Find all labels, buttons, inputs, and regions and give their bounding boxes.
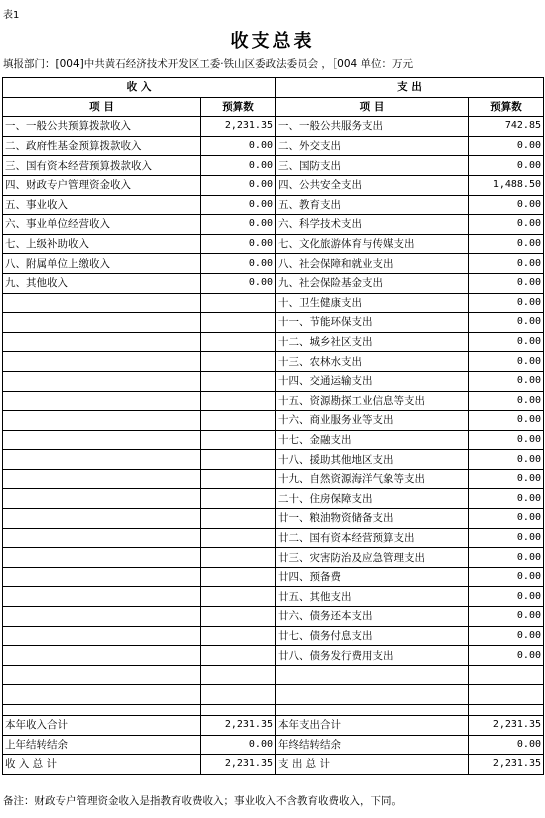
table-row bbox=[3, 215, 544, 235]
section-header-row bbox=[3, 78, 544, 98]
expense-item-cell: 廿六、债务还本支出 bbox=[276, 607, 469, 627]
expense-item-cell: 廿五、其他支出 bbox=[276, 587, 469, 607]
income-budget-cell bbox=[201, 313, 276, 333]
expense-budget-cell: 0.00 bbox=[469, 626, 544, 646]
table-row bbox=[3, 136, 544, 156]
expense-item-cell: 十、卫生健康支出 bbox=[276, 293, 469, 313]
income-budget-cell: 2,231.35 bbox=[201, 755, 276, 775]
expense-budget-cell: 2,231.35 bbox=[469, 755, 544, 775]
income-budget-cell: 2,231.35 bbox=[201, 716, 276, 736]
expense-item-cell: 三、国防支出 bbox=[276, 156, 469, 176]
empty-cell bbox=[469, 705, 544, 716]
expense-item-cell: 支 出 总 计 bbox=[276, 755, 469, 775]
income-budget-cell: 0.00 bbox=[201, 215, 276, 235]
income-item-cell: 一、一般公共预算拨款收入 bbox=[3, 117, 201, 137]
expense-budget-cell: 742.85 bbox=[469, 117, 544, 137]
expense-item-cell: 十四、交通运输支出 bbox=[276, 371, 469, 391]
reporting-unit-line: 填报部门：[004]中共黄石经济技术开发区工委·铁山区委政法委员会 ，［004 单位：万元 bbox=[3, 58, 414, 70]
income-item-cell bbox=[3, 391, 201, 411]
income-budget-cell bbox=[201, 646, 276, 666]
expense-item-cell: 二、外交支出 bbox=[276, 136, 469, 156]
table-row bbox=[3, 665, 544, 685]
expense-budget-cell: 0.00 bbox=[469, 371, 544, 391]
expense-budget-cell: 0.00 bbox=[469, 254, 544, 274]
expense-budget-cell: 0.00 bbox=[469, 234, 544, 254]
income-item-cell bbox=[3, 665, 201, 685]
income-item-cell bbox=[3, 450, 201, 470]
table-row bbox=[3, 587, 544, 607]
expense-budget-cell bbox=[469, 685, 544, 705]
expense-budget-cell: 0.00 bbox=[469, 646, 544, 666]
expense-budget-cell: 1,488.50 bbox=[469, 175, 544, 195]
expense-budget-cell: 0.00 bbox=[469, 567, 544, 587]
expense-budget-cell: 0.00 bbox=[469, 411, 544, 431]
income-item-cell bbox=[3, 528, 201, 548]
expense-item-cell: 廿一、粮油物资储备支出 bbox=[276, 509, 469, 529]
income-budget-cell: 0.00 bbox=[201, 735, 276, 755]
table-row bbox=[3, 646, 544, 666]
empty-cell bbox=[3, 705, 201, 716]
income-budget-cell bbox=[201, 528, 276, 548]
income-budget-cell bbox=[201, 469, 276, 489]
expense-item-cell: 九、社会保险基金支出 bbox=[276, 273, 469, 293]
expense-item-cell: 十八、援助其他地区支出 bbox=[276, 450, 469, 470]
expense-item-cell: 十二、城乡社区支出 bbox=[276, 332, 469, 352]
table-row bbox=[3, 685, 544, 705]
table-row bbox=[3, 234, 544, 254]
empty-cell bbox=[276, 705, 469, 716]
income-item-cell bbox=[3, 607, 201, 627]
income-budget-cell bbox=[201, 665, 276, 685]
income-item-cell: 本年收入合计 bbox=[3, 716, 201, 736]
table-row bbox=[3, 489, 544, 509]
expense-item-cell: 十五、资源勘探工业信息等支出 bbox=[276, 391, 469, 411]
income-item-cell: 上年结转结余 bbox=[3, 735, 201, 755]
table-row bbox=[3, 293, 544, 313]
expense-budget-cell: 0.00 bbox=[469, 587, 544, 607]
income-budget-cell: 0.00 bbox=[201, 254, 276, 274]
income-budget-cell bbox=[201, 509, 276, 529]
expense-item-cell bbox=[276, 665, 469, 685]
table-row bbox=[3, 352, 544, 372]
footnote: 备注：财政专户管理资金收入是指教育收费收入；事业收入不含教育收费收入，下同。 bbox=[3, 795, 402, 807]
expense-budget-cell: 0.00 bbox=[469, 215, 544, 235]
spacer-row bbox=[3, 705, 544, 716]
total-row bbox=[3, 735, 544, 755]
expense-item-cell: 六、科学技术支出 bbox=[276, 215, 469, 235]
income-budget-cell: 0.00 bbox=[201, 156, 276, 176]
expense-item-cell: 八、社会保障和就业支出 bbox=[276, 254, 469, 274]
expense-item-cell bbox=[276, 685, 469, 705]
income-item-cell: 七、上级补助收入 bbox=[3, 234, 201, 254]
income-item-cell: 四、财政专户管理资金收入 bbox=[3, 175, 201, 195]
income-item-cell: 收 入 总 计 bbox=[3, 755, 201, 775]
income-item-cell bbox=[3, 489, 201, 509]
income-item-cell bbox=[3, 509, 201, 529]
income-item-cell bbox=[3, 685, 201, 705]
income-budget-header: 预算数 bbox=[201, 97, 276, 117]
income-budget-cell: 0.00 bbox=[201, 195, 276, 215]
expense-budget-cell: 0.00 bbox=[469, 469, 544, 489]
income-budget-cell bbox=[201, 371, 276, 391]
expense-item-cell: 二十、住房保障支出 bbox=[276, 489, 469, 509]
table-row bbox=[3, 371, 544, 391]
table-row bbox=[3, 254, 544, 274]
expense-item-cell: 四、公共安全支出 bbox=[276, 175, 469, 195]
expense-item-cell: 廿四、预备费 bbox=[276, 567, 469, 587]
table-tag: 表1 bbox=[3, 10, 20, 21]
income-item-cell bbox=[3, 646, 201, 666]
table-row bbox=[3, 450, 544, 470]
column-header-row bbox=[3, 97, 544, 117]
income-budget-cell: 0.00 bbox=[201, 136, 276, 156]
expense-budget-cell: 2,231.35 bbox=[469, 716, 544, 736]
table-row bbox=[3, 313, 544, 333]
income-item-cell bbox=[3, 430, 201, 450]
budget-table bbox=[2, 77, 544, 775]
income-item-cell: 五、事业收入 bbox=[3, 195, 201, 215]
income-item-cell bbox=[3, 567, 201, 587]
expense-item-cell: 十七、金融支出 bbox=[276, 430, 469, 450]
expense-budget-cell: 0.00 bbox=[469, 195, 544, 215]
expense-budget-cell: 0.00 bbox=[469, 430, 544, 450]
income-item-cell: 九、其他收入 bbox=[3, 273, 201, 293]
expense-budget-cell: 0.00 bbox=[469, 607, 544, 627]
expense-item-cell: 廿七、债务付息支出 bbox=[276, 626, 469, 646]
expense-budget-cell: 0.00 bbox=[469, 735, 544, 755]
income-section-header: 收 入 bbox=[3, 78, 276, 98]
income-item-cell bbox=[3, 469, 201, 489]
expense-item-cell: 十六、商业服务业等支出 bbox=[276, 411, 469, 431]
income-budget-cell bbox=[201, 352, 276, 372]
income-item-cell bbox=[3, 352, 201, 372]
income-item-header: 项 目 bbox=[3, 97, 201, 117]
total-row bbox=[3, 755, 544, 775]
expense-budget-cell: 0.00 bbox=[469, 293, 544, 313]
table-row bbox=[3, 332, 544, 352]
table-row bbox=[3, 607, 544, 627]
expense-item-cell: 廿八、债务发行费用支出 bbox=[276, 646, 469, 666]
expense-budget-cell: 0.00 bbox=[469, 548, 544, 568]
income-item-cell: 三、国有资本经营预算拨款收入 bbox=[3, 156, 201, 176]
expense-section-header: 支 出 bbox=[276, 78, 544, 98]
expense-budget-cell: 0.00 bbox=[469, 273, 544, 293]
income-item-cell bbox=[3, 626, 201, 646]
income-budget-cell bbox=[201, 489, 276, 509]
expense-budget-cell: 0.00 bbox=[469, 332, 544, 352]
income-budget-cell bbox=[201, 450, 276, 470]
expense-budget-cell: 0.00 bbox=[469, 352, 544, 372]
expense-item-cell: 廿二、国有资本经营预算支出 bbox=[276, 528, 469, 548]
expense-budget-cell: 0.00 bbox=[469, 450, 544, 470]
expense-budget-cell bbox=[469, 665, 544, 685]
expense-budget-cell: 0.00 bbox=[469, 509, 544, 529]
income-item-cell bbox=[3, 411, 201, 431]
income-budget-cell: 0.00 bbox=[201, 273, 276, 293]
income-budget-cell bbox=[201, 430, 276, 450]
expense-item-cell: 本年支出合计 bbox=[276, 716, 469, 736]
income-budget-cell bbox=[201, 411, 276, 431]
table-row bbox=[3, 391, 544, 411]
expense-budget-cell: 0.00 bbox=[469, 528, 544, 548]
expense-budget-header: 预算数 bbox=[469, 97, 544, 117]
income-item-cell: 六、事业单位经营收入 bbox=[3, 215, 201, 235]
table-row bbox=[3, 509, 544, 529]
income-item-cell bbox=[3, 587, 201, 607]
income-budget-cell bbox=[201, 607, 276, 627]
expense-budget-cell: 0.00 bbox=[469, 489, 544, 509]
income-item-cell: 八、附属单位上缴收入 bbox=[3, 254, 201, 274]
table-row bbox=[3, 117, 544, 137]
income-budget-cell bbox=[201, 548, 276, 568]
expense-item-cell: 十九、自然资源海洋气象等支出 bbox=[276, 469, 469, 489]
table-row bbox=[3, 411, 544, 431]
income-budget-cell: 2,231.35 bbox=[201, 117, 276, 137]
income-budget-cell bbox=[201, 391, 276, 411]
income-item-cell bbox=[3, 293, 201, 313]
income-budget-cell bbox=[201, 567, 276, 587]
income-budget-cell bbox=[201, 332, 276, 352]
table-row bbox=[3, 548, 544, 568]
expense-item-cell: 七、文化旅游体育与传媒支出 bbox=[276, 234, 469, 254]
expense-budget-cell: 0.00 bbox=[469, 136, 544, 156]
expense-item-cell: 十三、农林水支出 bbox=[276, 352, 469, 372]
income-budget-cell bbox=[201, 685, 276, 705]
income-item-cell bbox=[3, 332, 201, 352]
income-item-cell: 二、政府性基金预算拨款收入 bbox=[3, 136, 201, 156]
income-budget-cell: 0.00 bbox=[201, 234, 276, 254]
table-row bbox=[3, 156, 544, 176]
table-row bbox=[3, 195, 544, 215]
income-budget-cell bbox=[201, 626, 276, 646]
table-row bbox=[3, 430, 544, 450]
expense-budget-cell: 0.00 bbox=[469, 156, 544, 176]
expense-item-cell: 年终结转结余 bbox=[276, 735, 469, 755]
expense-budget-cell: 0.00 bbox=[469, 313, 544, 333]
expense-budget-cell: 0.00 bbox=[469, 391, 544, 411]
expense-item-header: 项 目 bbox=[276, 97, 469, 117]
expense-item-cell: 廿三、灾害防治及应急管理支出 bbox=[276, 548, 469, 568]
expense-item-cell: 一、一般公共服务支出 bbox=[276, 117, 469, 137]
page-title: 收支总表 bbox=[230, 31, 315, 52]
income-item-cell bbox=[3, 548, 201, 568]
income-budget-cell: 0.00 bbox=[201, 175, 276, 195]
income-item-cell bbox=[3, 313, 201, 333]
table-row bbox=[3, 469, 544, 489]
income-budget-cell bbox=[201, 293, 276, 313]
income-budget-cell bbox=[201, 587, 276, 607]
table-row bbox=[3, 626, 544, 646]
expense-item-cell: 十一、节能环保支出 bbox=[276, 313, 469, 333]
total-row bbox=[3, 716, 544, 736]
table-row bbox=[3, 567, 544, 587]
table-row bbox=[3, 273, 544, 293]
table-row bbox=[3, 528, 544, 548]
empty-cell bbox=[201, 705, 276, 716]
table-row bbox=[3, 175, 544, 195]
expense-item-cell: 五、教育支出 bbox=[276, 195, 469, 215]
income-item-cell bbox=[3, 371, 201, 391]
